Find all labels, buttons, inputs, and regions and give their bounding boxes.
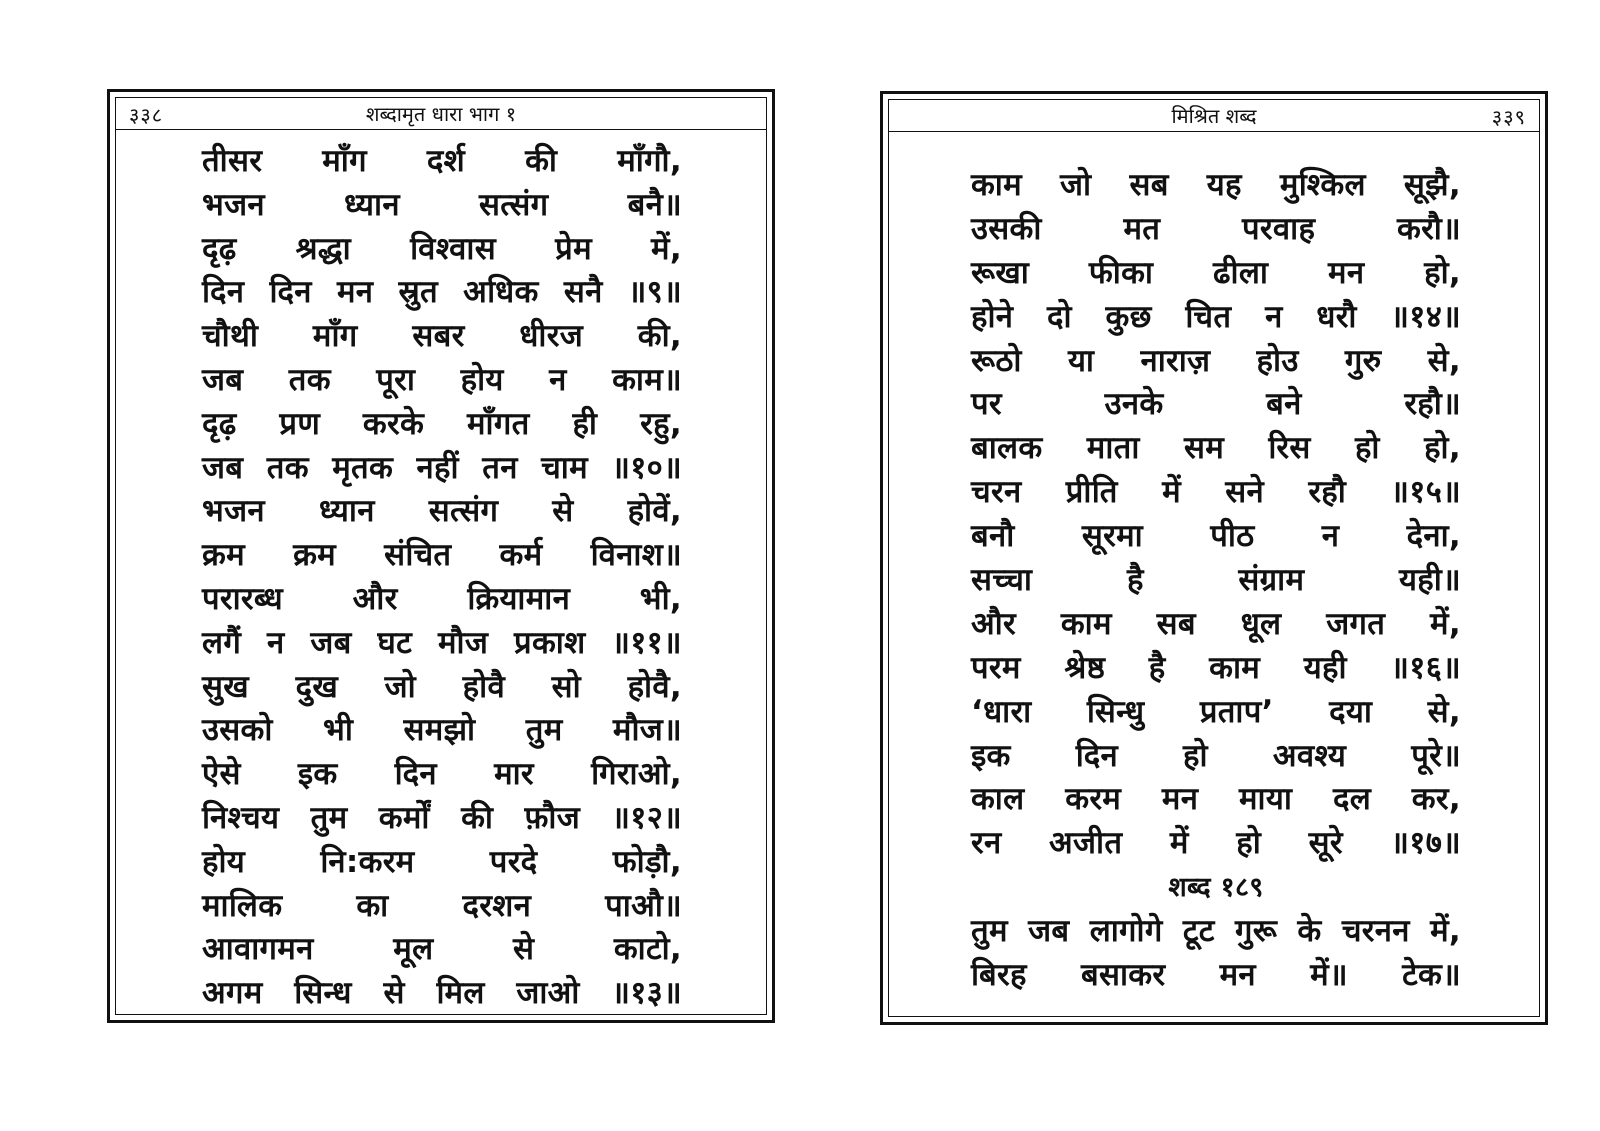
verse-list [202,140,682,1016]
verse-line [971,208,1461,252]
verse-word: अवश्य [1272,737,1347,774]
verse-line [971,735,1461,779]
verse-word: ॥१२॥ [611,799,682,836]
verse-word: पूरे॥ [1411,737,1461,774]
verse-word: इक [297,756,338,793]
verse-list [971,164,1461,998]
verse-word: गुरु [1344,342,1382,379]
verse-word: जब [202,449,244,486]
verse-word: दया [1329,693,1373,730]
verse-word: नहीं [416,449,459,486]
verse-word: पूरा [376,361,416,398]
verse-word: तुम [971,913,1008,950]
verse-word: माया [1239,781,1293,818]
verse-word: से [512,931,535,968]
verse-word: या [1067,342,1095,379]
verse-word: यही॥ [1399,562,1461,599]
verse-line [202,490,682,534]
verse-word: करम [1065,781,1122,818]
running-title: मिश्रित शब्द [1171,104,1257,128]
verse-word: उसको [202,712,273,749]
verse-word: क्रम [202,537,245,574]
verse-word: सुख [202,668,249,705]
verse-word: मन [1327,254,1365,291]
verse-word: संचित [384,537,452,574]
verse-word: रहौ॥ [1404,386,1461,423]
verse-line [202,972,682,1016]
running-title: शब्दामृत धारा भाग १ [365,102,517,126]
verse-word: माँग [322,143,367,179]
verse-word: है [1148,649,1166,686]
verse-line [202,184,682,228]
verse-line [971,383,1461,427]
verse-line [971,603,1461,647]
verse-line [202,753,682,797]
verse-word: लगैं [202,624,242,661]
verse-word: विनाश॥ [590,537,682,574]
verse-word: न [1321,518,1340,555]
verse-word: से [383,975,405,1012]
verse-word: सने [1225,474,1264,511]
verse-word: मौज [437,624,489,661]
verse-word: देना, [1406,518,1461,555]
page-header [115,97,767,130]
verse-word: बनै॥ [627,186,682,223]
verse-word: मन [336,274,374,311]
verse-word: निश्चय [202,799,280,836]
verse-word: बनौ [971,518,1015,555]
verse-word: से [552,493,574,530]
verse-word: करौ॥ [1396,210,1461,247]
verse-word: मत [1123,210,1161,247]
verse-word: टेक॥ [1402,957,1461,994]
verse-word: रूखा [971,254,1030,291]
verse-line [971,954,1461,998]
verse-word: भजन [202,186,265,223]
verse-line [202,228,682,272]
verse-word: हो, [1424,254,1461,291]
verse-word: होउ [1256,342,1299,379]
verse-word: अजीत [1049,825,1123,862]
verse-word: गुरू [1235,913,1278,950]
verse-line [971,910,1461,954]
verse-word: होवै [462,668,505,705]
verse-word: स्रुत [398,274,438,311]
verse-word: है [1126,562,1144,599]
verse-word: दिन [1075,737,1118,774]
verse-word: चाम [541,449,588,486]
verse-word: हो [1354,430,1380,467]
verse-word: होवें, [627,493,682,530]
verse-word: सनै [563,274,603,311]
verse-word: भी [323,712,354,749]
verse-word: मार [494,756,534,793]
verse-word: क्रम [293,537,337,574]
verse-word: तक [288,361,331,398]
verse-word: अधिक [463,274,539,311]
verse-word: माता [1086,430,1140,467]
verse-word: माँगत [467,405,530,442]
verse-word: में, [1430,605,1461,642]
verse-word: धूल [1240,605,1282,642]
verse-word: ही [572,405,598,442]
verse-word: दरशन [462,887,532,924]
verse-word: भजन [202,493,265,530]
verse-line [202,534,682,578]
verse-word: तुम [310,799,348,836]
verse-line [971,471,1461,515]
verse-line [202,447,682,491]
verse-word: न [1265,298,1283,335]
verse-word: होय [202,843,246,880]
verse-word: दिन [394,756,437,793]
verse-word: रहु, [640,405,682,442]
verse-line [202,885,682,929]
verse-line [202,709,682,753]
verse-word: होने [971,298,1014,335]
verse-word: रूठो [971,342,1022,379]
verse-word: सत्संग [479,186,549,223]
verse-word: ऐसे [202,756,241,793]
verse-line [971,559,1461,603]
verse-word: परदे [489,843,538,880]
verse-word: और [352,580,398,617]
verse-word: मालिक [202,887,283,924]
verse-word: आवागमन [202,931,314,968]
verse-word: अगम [202,975,263,1012]
verse-word: काल [971,781,1025,818]
page-header [888,99,1540,132]
verse-word: परारब्ध [202,580,283,617]
verse-word: मिल [436,975,485,1012]
verse-word: दल [1332,781,1372,818]
verse-word: न [266,624,285,661]
verse-word: होय [460,361,504,398]
verse-line [971,340,1461,384]
verse-word: काटो, [613,931,682,968]
verse-word: प्रण [279,405,321,442]
verse-word: प्रीति [1065,474,1118,511]
verse-word: ध्यान [344,186,400,223]
verse-word: ‘धारा [971,693,1032,730]
verse-word: करके [362,405,425,442]
verse-word: यही [1303,649,1347,686]
verse-line [971,164,1461,208]
verse-word: धरौ [1316,298,1357,335]
verse-word: प्रेम [555,230,592,267]
verse-word: सूरे [1308,825,1343,862]
verse-word: श्रेष्ठ [1064,649,1106,686]
verse-word: काम॥ [612,361,682,398]
verse-word: नाराज़ [1140,342,1211,379]
verse-word: सब [1156,605,1196,642]
verse-word: जाओ [516,975,580,1012]
verse-word: में, [651,230,682,267]
verse-line [202,140,682,184]
verse-word: ॥९॥ [627,274,682,311]
verse-word: कुछ [1105,298,1152,335]
verse-word: से, [1427,693,1461,730]
verse-word: से, [1427,342,1461,379]
verse-word: तक [266,449,309,486]
verse-word: कर्म [499,537,543,574]
verse-word: रहौ [1308,474,1347,511]
verse-word: और [971,605,1016,642]
left-page [107,89,775,1023]
verse-word: उसकी [971,210,1042,247]
verse-word: सबर [412,318,465,355]
verse-word: क्रियामान [467,580,571,617]
verse-word: कर, [1411,781,1461,818]
page-number: ३३८ [129,103,164,127]
verse-line [202,928,682,972]
verse-word: जगत [1326,605,1386,642]
verse-line [971,296,1461,340]
verse-word: सब [1129,167,1169,203]
verse-word: ॥१५॥ [1390,474,1461,511]
verse-word: फीका [1088,254,1154,291]
verse-word: होवै, [627,668,682,705]
verse-word: भी, [639,580,682,617]
verse-word: ॥१४॥ [1390,298,1461,335]
verse-word: रन [971,825,1002,862]
verse-word: प्रताप’ [1199,693,1274,730]
verse-word: तीसर [202,143,263,179]
verse-word: धीरज [519,318,584,355]
verse-word: काम [1209,649,1261,686]
verse-word: कर्मों [378,799,430,836]
verse-word: मौज॥ [612,712,682,749]
verse-line [202,271,682,315]
verse-word: मन [1161,781,1199,818]
verse-line [202,578,682,622]
verse-word: बिरह [971,957,1027,994]
verse-word: मुश्किल [1279,167,1366,203]
verse-word: बने [1266,386,1302,423]
verse-word: सूझै, [1403,167,1461,203]
verse-word: जब [310,624,352,661]
verse-word: दो [1047,298,1072,335]
verse-word: हो [1236,825,1262,862]
verse-word: दिन [202,274,245,311]
verse-word: में, [1430,913,1461,950]
verse-line [971,822,1461,866]
verse-word: उनके [1104,386,1164,423]
verse-word: काम [971,167,1022,203]
verse-line [202,315,682,359]
verse-line [971,252,1461,296]
verse-word: काम [1060,605,1112,642]
verse-word: लागोगे [1089,913,1163,950]
verse-word: मूल [393,931,434,968]
verse-word: सिन्ध [294,975,352,1012]
page-number: ३३९ [1491,105,1526,129]
verse-word: दर्श [426,143,466,179]
verse-line [202,359,682,403]
verse-word: सिन्धु [1086,693,1145,730]
verse-word: जब [202,361,244,398]
verse-word: मृतक [332,449,394,486]
verse-word: दिन [269,274,312,311]
verse-word: चौथी [202,318,259,355]
verse-word: तुम [525,712,563,749]
verse-word: ॥१६॥ [1390,649,1461,686]
verse-word: विश्वास [410,230,496,267]
verse-word: ढीला [1213,254,1269,291]
verse-word: की [525,143,558,179]
verse-line [971,515,1461,559]
verse-word: में [1169,825,1189,862]
verse-word: टूट [1182,913,1215,950]
verse-word: दृढ़ [202,405,237,442]
verse-word: पर [971,386,1002,423]
verse-word: पीठ [1210,518,1255,555]
verse-word: परम [971,649,1021,686]
verse-line [202,666,682,710]
verse-word: की [461,799,494,836]
verse-word: गिराओ, [591,756,682,793]
verse-word: घट [377,624,413,661]
verse-word: न [549,361,567,398]
verse-word: चित [1185,298,1232,335]
verse-line [971,691,1461,735]
verse-word: संग्राम [1238,562,1305,599]
verse-line [971,778,1461,822]
verse-line [202,841,682,885]
verse-word: हो, [1424,430,1461,467]
verse-word: समझो [403,712,476,749]
verse-word: सूरमा [1081,518,1143,555]
right-page [880,91,1548,1025]
verse-word: सम [1183,430,1225,467]
verse-word: प्रकाश [514,624,586,661]
verse-word: मन [1219,957,1256,994]
verse-word: यह [1206,167,1242,203]
verse-word: फोड़ौ, [612,843,682,880]
verse-word: माँगौ, [617,143,682,179]
verse-word: ॥१७॥ [1390,825,1461,862]
verse-word: श्रद्धा [295,230,351,267]
verse-word: दृढ़ [202,230,237,267]
verse-word: चरन [971,474,1022,511]
verse-word: चरनन [1341,913,1410,950]
verse-line [971,427,1461,471]
verse-word: सच्चा [971,562,1033,599]
verse-word: ॥१३॥ [611,975,682,1012]
verse-line [202,797,682,841]
verse-word: जो [1060,167,1092,203]
verse-word: तन [482,449,518,486]
verse-word: सत्संग [428,493,499,530]
verse-word: रिस [1268,430,1311,467]
verse-word: का [356,887,389,924]
verse-word: के [1297,913,1322,950]
verse-word: परवाह [1242,210,1316,247]
section-heading: शब्द १८९ [1168,872,1264,904]
verse-line [202,403,682,447]
verse-word: की, [637,318,682,355]
verse-word: इक [971,737,1011,774]
verse-word: फ़ौज [524,799,581,836]
verse-word: ॥१०॥ [611,449,682,486]
verse-word: में [1162,474,1181,511]
verse-word: पाऔ॥ [605,887,682,924]
verse-word: जब [1028,913,1070,950]
verse-word: सो [551,668,581,705]
verse-word: ॥११॥ [611,624,682,661]
verse-line [202,622,682,666]
verse-line [971,647,1461,691]
verse-word: बालक [971,430,1043,467]
verse-word: माँग [312,318,358,355]
verse-word: जो [384,668,416,705]
verse-word: दुख [295,668,338,705]
verse-word: में॥ [1310,957,1348,994]
verse-word: ध्यान [318,493,375,530]
verse-word: हो [1183,737,1208,774]
verse-word: बसाकर [1081,957,1166,994]
verse-word: नि:करम [320,843,415,880]
